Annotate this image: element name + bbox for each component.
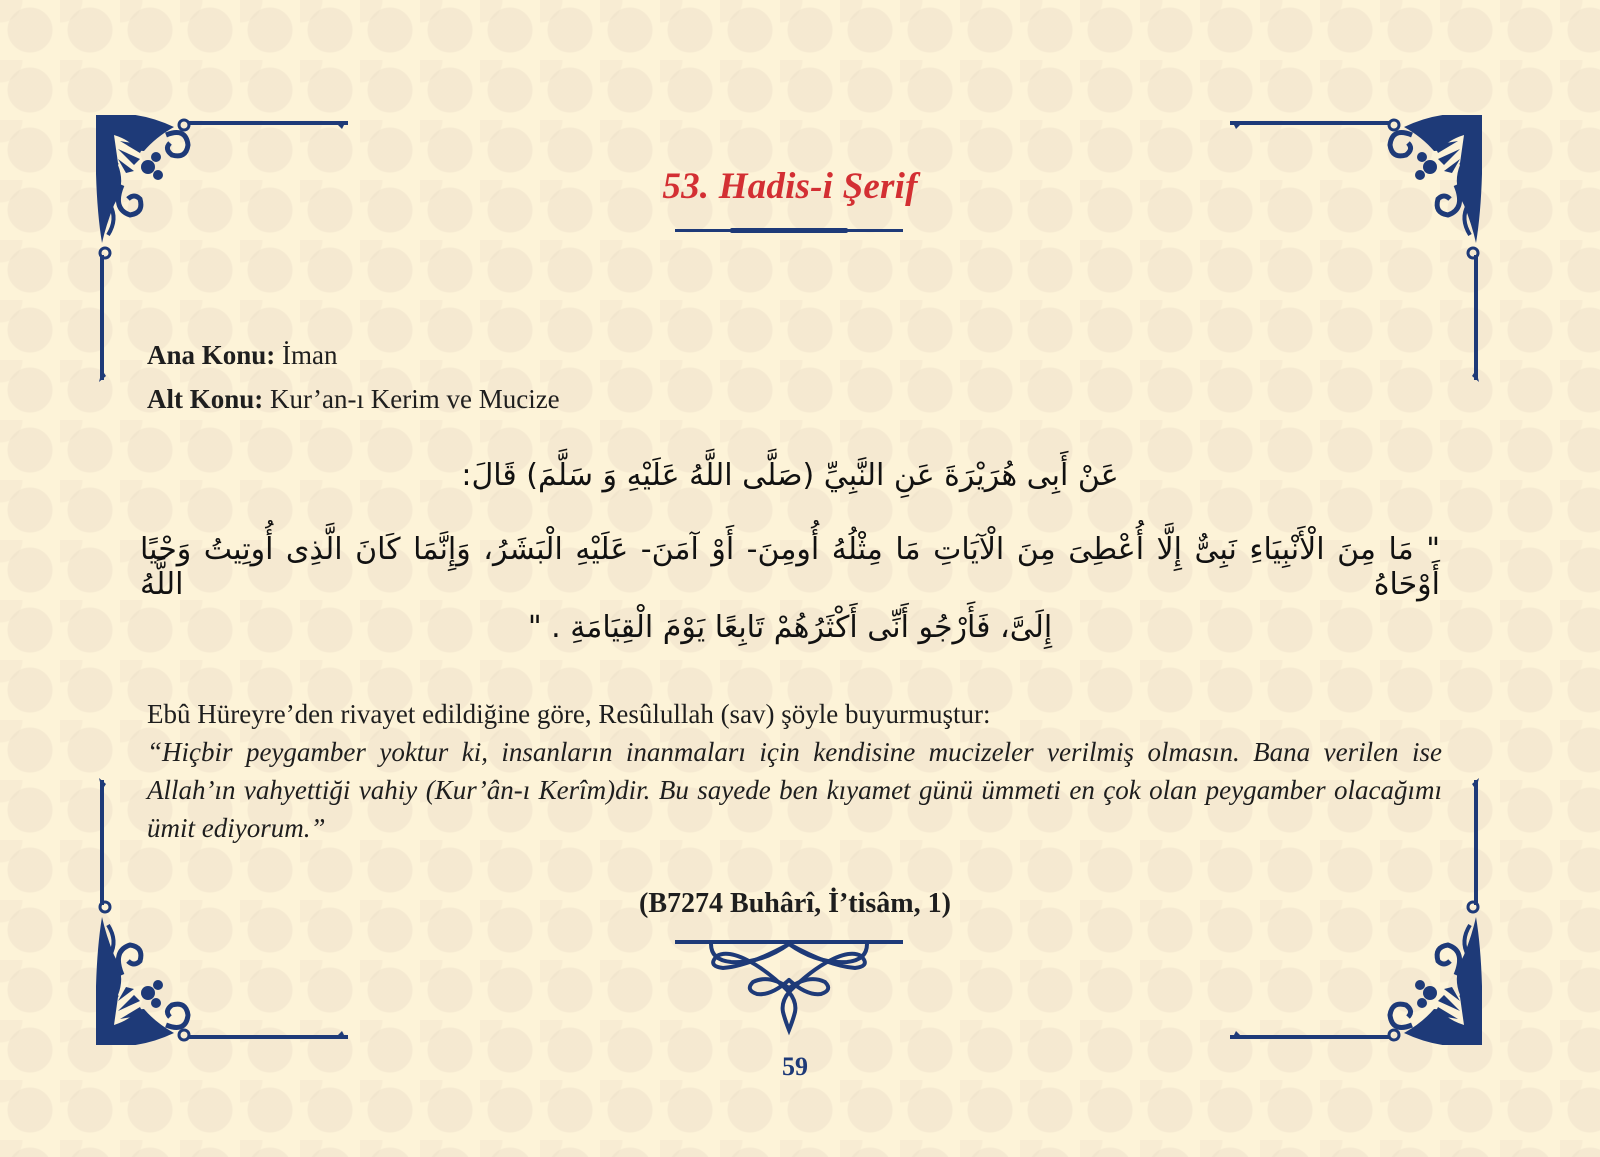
corner-ornament-top-right-icon (1222, 115, 1482, 385)
sub-topic-row (147, 377, 560, 421)
main-topic-value: İman (282, 340, 338, 370)
topic-meta (147, 333, 560, 421)
sub-topic-label: Alt Konu: (147, 384, 264, 414)
source-citation: (B7274 Buhârî, İ’tisâm, 1) (639, 888, 951, 919)
main-topic-row (147, 333, 560, 377)
hadith-title: 53. Hadis-i Şerif (662, 166, 918, 207)
arabic-isnad-line: عَنْ أَبِى هُرَيْرَةَ عَنِ النَّبِيِّ (صَلَّى اللَّهُ عَلَيْهِ وَ سَلَّمَ) قَالَ: (461, 458, 1119, 493)
title-divider (675, 229, 903, 232)
translation-intro: Ebû Hüreyre’den rivayet edildiğine göre, Resûlullah (sav) şöyle buyurmuştur: (147, 699, 991, 729)
sub-topic-value: Kur’an-ı Kerim ve Mucize (270, 384, 560, 414)
arabic-matn-line-2: إِلَىَّ، فَأَرْجُو أَنِّى أَكْثَرُهُمْ تَابِعًا يَوْمَ الْقِيَامَةِ . " (527, 610, 1053, 645)
arabic-matn-line-1: " مَا مِنَ الْأَنْبِيَاءِ نَبِىٌّ إِلَّا أُعْطِىَ مِنَ الْآيَاتِ مَا مِثْلُهُ أُومِنَ- أَوْ آمَنَ- عَلَيْهِ الْبَشَرُ، وَإِنَّمَا كَانَ الَّذِى أُوتِيتُ وَحْيًا أَوْحَاهُ اللَّهُ (140, 532, 1440, 602)
turkish-translation (147, 695, 1442, 847)
knot-divider-ornament-icon (675, 940, 903, 1040)
page-number: 59 (782, 1052, 808, 1081)
translation-quote: “Hiçbir peygamber yoktur ki, insanların inanmaları için kendisine mucizeler verilmiş olmasın. Bana verilen ise Allah’ın vahyettiği vahiy (Kur’ân-ı Kerîm)dir. Bu sayede ben kıyamet günü ümmeti en çok olan peygamber olacağımı ümit ediyorum.” (147, 737, 1442, 843)
main-topic-label: Ana Konu: (147, 340, 276, 370)
